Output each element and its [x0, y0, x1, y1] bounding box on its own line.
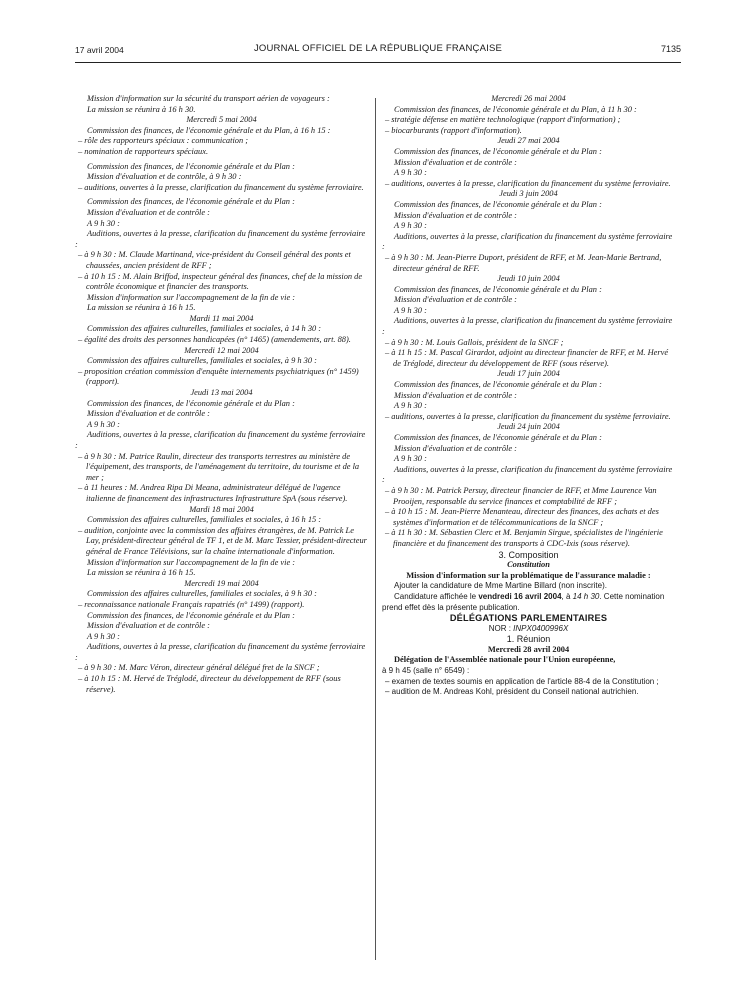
- paragraph: A 9 h 30 :: [394, 168, 427, 178]
- paragraph: Commission des finances, de l'économie générale et du Plan, à 11 h 30 :: [394, 104, 637, 114]
- list-item: – reconnaissance nationale Français rapatriés (n° 1499) (rapport).: [78, 599, 305, 609]
- paragraph: La mission se réunira à 16 h 15.: [87, 303, 196, 313]
- paragraph: Mission d'évaluation et de contrôle :: [87, 621, 210, 631]
- paragraph: Commission des finances, de l'économie générale et du Plan, à 16 h 15 :: [87, 125, 331, 135]
- page-number: 7135: [660, 44, 681, 54]
- list-item: – proposition création commission d'enquête internements psychiatriques (n° 1459) (rapport).: [78, 366, 359, 387]
- paragraph: Mission d'évaluation et de contrôle :: [394, 443, 517, 453]
- date-heading: Mercredi 26 mai 2004: [491, 94, 566, 103]
- list-item: – examen de textes soumis en application de l'article 88-4 de la Constitution ;: [385, 676, 659, 686]
- paragraph: Candidature affichée le vendredi 16 avril 2004, à 14 h 30. Cette nomination prend effet dès la présente publication.: [382, 591, 665, 612]
- date-heading: Jeudi 3 juin 2004: [499, 189, 558, 199]
- header-date: 17 avril 2004: [75, 45, 124, 55]
- section-heading: 1. Réunion: [506, 634, 551, 645]
- paragraph: A 9 h 30 :: [394, 454, 427, 464]
- list-item: – biocarburants (rapport d'information).: [385, 125, 522, 135]
- paragraph: Mission d'évaluation et de contrôle :: [87, 409, 210, 419]
- running-header: [75, 44, 681, 58]
- paragraph: A 9 h 30 :: [394, 221, 427, 231]
- list-item: – à 10 h 15 : M. Hervé de Tréglodé, directeur du développement de RFF (sous réserve).: [78, 674, 341, 694]
- paragraph: à 9 h 45 (salle n° 6549) :: [382, 666, 470, 676]
- list-item: – à 11 heures : M. Andrea Ripa Di Meana, administrateur délégué de l'agence italienne de financement des infrastructures Infrastrutture SpA (sous réserve).: [78, 483, 348, 503]
- list-item: – audition, conjointe avec la commission des affaires étrangères, de M. Patrick Le Lay, président-directeur général de TF 1, et de M. Marc Tessier, président-directeur général de France Télévisions, sur la chaîne internationale d'information.: [78, 525, 367, 556]
- mission-title: Mission d'information sur la problématique de l'assurance maladie :: [406, 570, 651, 580]
- paragraph: Mission d'évaluation et de contrôle :: [87, 207, 210, 217]
- list-item: – à 9 h 30 : M. Jean-Pierre Duport, président de RFF, et M. Jean-Marie Bertrand, directeur général de RFF.: [385, 252, 662, 273]
- paragraph: Mission d'évaluation et de contrôle :: [394, 157, 517, 167]
- paragraph: Mission d'information sur l'accompagnement de la fin de vie :: [87, 292, 296, 302]
- paragraph: A 9 h 30 :: [394, 305, 427, 315]
- list-item: – auditions, ouvertes à la presse, clarification du financement du système ferroviaire.: [385, 411, 671, 421]
- header-rule: [75, 62, 681, 63]
- paragraph: Ajouter la candidature de Mme Martine Billard (non inscrite).: [394, 581, 607, 591]
- list-item: – nomination de rapporteurs spéciaux.: [78, 146, 209, 156]
- paragraph: A 9 h 30 :: [87, 419, 120, 429]
- paragraph: Commission des affaires culturelles, familiales et sociales, à 16 h 15 :: [87, 515, 322, 525]
- date-heading: Jeudi 17 juin 2004: [497, 369, 560, 379]
- date-heading: Mercredi 12 mai 2004: [184, 345, 259, 355]
- paragraph: Auditions, ouvertes à la presse, clarification du financement du système ferroviaire :: [382, 231, 673, 252]
- list-item: – rôle des rapporteurs spéciaux : communication ;: [78, 136, 249, 146]
- paragraph: Commission des finances, de l'économie générale et du Plan :: [394, 146, 602, 156]
- date-heading: Mardi 11 mai 2004: [189, 313, 254, 323]
- paragraph: Auditions, ouvertes à la presse, clarification du financement du système ferroviaire :: [75, 430, 366, 450]
- date-heading: Mardi 18 mai 2004: [189, 504, 254, 514]
- paragraph: Commission des affaires culturelles, familiales et sociales, à 9 h 30 :: [87, 589, 317, 599]
- date-heading: Mercredi 19 mai 2004: [184, 578, 259, 588]
- list-item: – à 9 h 30 : M. Marc Véron, directeur général délégué fret de la SNCF ;: [78, 663, 320, 673]
- journal-title: JOURNAL OFFICIEL DE LA RÉPUBLIQUE FRANÇAISE: [253, 43, 503, 54]
- delegation-title: Délégation de l'Assemblée nationale pour l'Union européenne,: [394, 655, 616, 665]
- paragraph: Auditions, ouvertes à la presse, clarification du financement du système ferroviaire :: [382, 464, 673, 485]
- list-item: – à 9 h 30 : M. Louis Gallois, président de la SNCF ;: [385, 337, 564, 347]
- paragraph: Commission des finances, de l'économie générale et du Plan :: [394, 433, 602, 442]
- left-column: [75, 94, 368, 695]
- list-item: – à 10 h 15 : M. Alain Briffod, inspecteur général des finances, chef de la mission de contrôle économique et financier des transports.: [78, 271, 363, 292]
- date-heading: Jeudi 13 mai 2004: [190, 388, 253, 398]
- paragraph: Mission d'information sur l'accompagnement de la fin de vie :: [87, 557, 296, 567]
- paragraph: A 9 h 30 :: [87, 631, 120, 641]
- paragraph: A 9 h 30 :: [87, 218, 120, 228]
- paragraph: Auditions, ouvertes à la presse, clarification du financement du système ferroviaire :: [75, 642, 366, 662]
- paragraph: Commission des finances, de l'économie générale et du Plan :: [87, 197, 295, 207]
- list-item: – à 10 h 15 : M. Jean-Pierre Menanteau, directeur des finances, des achats et des systèmes d'information et de télécommunications de la SNCF ;: [385, 507, 659, 527]
- paragraph: Mission d'évaluation et de contrôle :: [394, 295, 517, 305]
- list-item: – égalité des droits des personnes handicapées (n° 1465) (amendements, art. 88).: [78, 335, 351, 345]
- paragraph: Mission d'évaluation et de contrôle, à 9 h 30 :: [87, 172, 242, 182]
- paragraph: Commission des finances, de l'économie générale et du Plan :: [87, 610, 295, 620]
- paragraph: Mission d'information sur la sécurité du transport aérien de voyageurs :: [87, 94, 330, 103]
- right-column: [382, 94, 675, 698]
- paragraph: Commission des affaires culturelles, familiales et sociales, à 9 h 30 :: [87, 356, 317, 366]
- paragraph: Mission d'évaluation et de contrôle :: [394, 390, 517, 400]
- paragraph: Commission des finances, de l'économie générale et du Plan :: [87, 398, 295, 408]
- list-item: – audition de M. Andreas Kohl, président du Conseil national autrichien.: [385, 687, 639, 697]
- list-item: – à 9 h 30 : M. Patrice Raulin, directeur des transports terrestres au ministère de l'équipement, des transports, de l'aménagement du territoire, du tourisme et de la mer ;: [78, 451, 360, 482]
- paragraph: Commission des finances, de l'économie générale et du Plan :: [394, 199, 602, 209]
- paragraph: La mission se réunira à 16 h 15.: [87, 568, 196, 578]
- list-item: – auditions, ouvertes à la presse, clarification du financement du système ferroviaire.: [78, 182, 364, 192]
- paragraph: La mission se réunira à 16 h 30.: [87, 104, 196, 114]
- list-item: – à 11 h 30 : M. Sébastien Clerc et M. Benjamin Sirgue, spécialistes de l'ingénierie financière et du financement des transports à CDC-Ixis (sous réserve).: [385, 528, 663, 548]
- paragraph: A 9 h 30 :: [394, 401, 427, 411]
- section-heading: 3. Composition: [498, 549, 559, 560]
- list-item: – à 11 h 15 : M. Pascal Girardot, adjoint au directeur financier de RFF, et M. Hervé de Tréglodé, directeur du développement de RFF (sous réserve).: [385, 348, 669, 368]
- date-heading: Jeudi 10 juin 2004: [497, 274, 560, 284]
- paragraph: Commission des finances, de l'économie générale et du Plan :: [87, 161, 295, 171]
- section-title: DÉLÉGATIONS PARLEMENTAIRES: [449, 613, 608, 624]
- date-heading: Jeudi 27 mai 2004: [497, 136, 560, 146]
- date-heading: Jeudi 24 juin 2004: [497, 422, 560, 432]
- date-heading: Mercredi 5 mai 2004: [186, 115, 257, 125]
- subsection-heading: Constitution: [507, 560, 550, 570]
- list-item: – à 9 h 30 : M. Patrick Persuy, directeur financier de RFF, et Mme Laurence Van Prooijen, responsable du service finances et comptabilité de RFF ;: [385, 485, 657, 506]
- column-separator: [375, 98, 376, 960]
- nor-reference: NOR : INPX0400996X: [488, 623, 569, 633]
- paragraph: Commission des finances, de l'économie générale et du Plan :: [394, 284, 602, 294]
- paragraph: Auditions, ouvertes à la presse, clarification du financement du système ferroviaire :: [75, 229, 366, 249]
- paragraph: Commission des affaires culturelles, familiales et sociales, à 14 h 30 :: [87, 324, 322, 334]
- list-item: – auditions, ouvertes à la presse, clarification du financement du système ferroviaire.: [385, 178, 671, 188]
- list-item: – stratégie défense en matière technologique (rapport d'information) ;: [385, 115, 621, 125]
- paragraph: Auditions, ouvertes à la presse, clarification du financement du système ferroviaire :: [382, 316, 673, 337]
- list-item: – à 9 h 30 : M. Claude Martinand, vice-président du Conseil général des ponts et chaussées, ancien président de RFF ;: [78, 250, 351, 270]
- paragraph: Mission d'évaluation et de contrôle :: [394, 210, 517, 220]
- date-heading: Mercredi 28 avril 2004: [487, 644, 570, 654]
- paragraph: Commission des finances, de l'économie générale et du Plan :: [394, 380, 602, 390]
